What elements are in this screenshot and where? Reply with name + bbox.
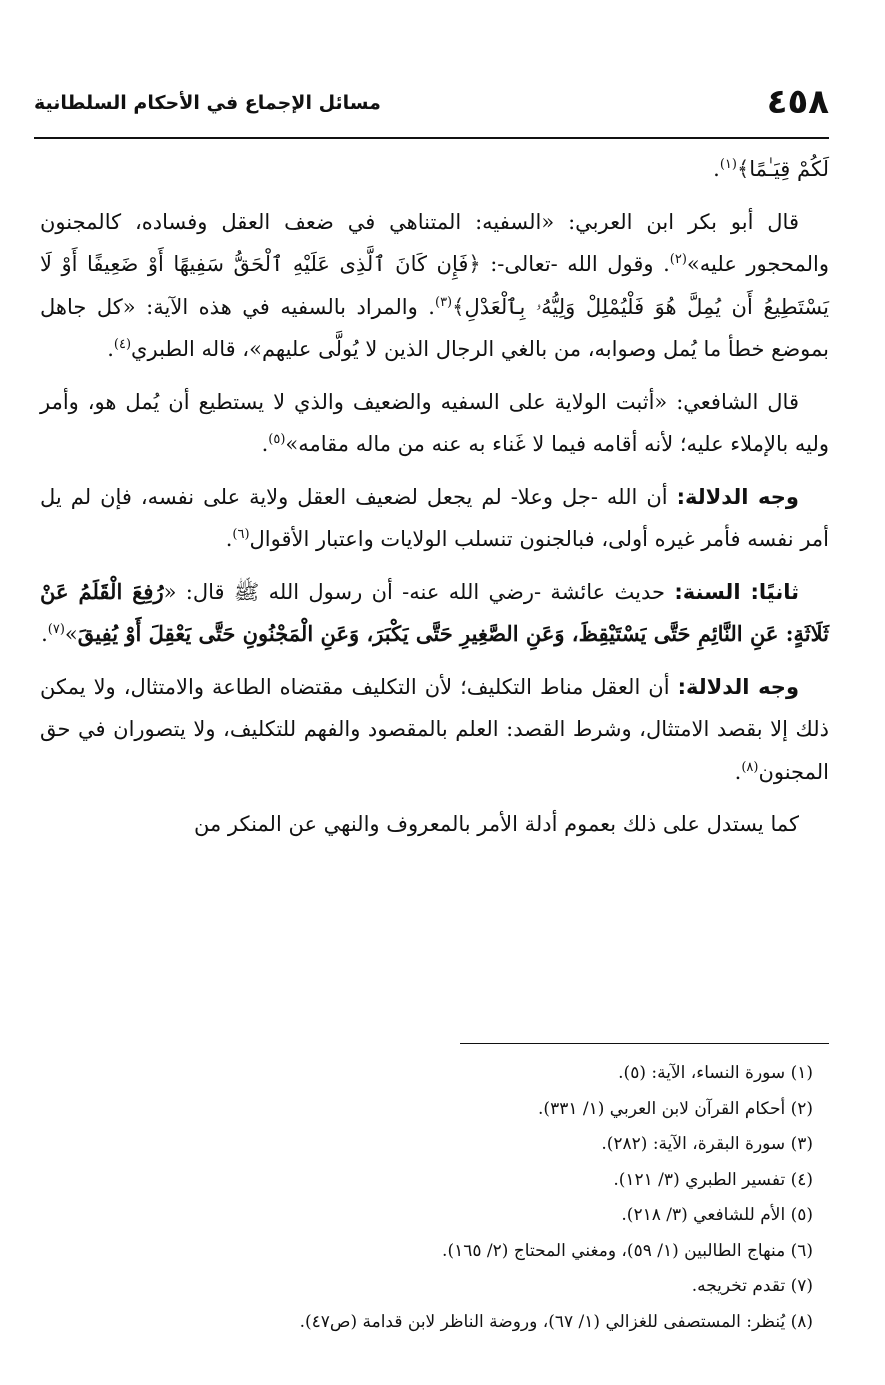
period: . [225, 527, 233, 551]
footnote-2: (٢) أحكام القرآن لابن العربي (١/ ٣٣١). [538, 1098, 813, 1119]
running-title: مسائل الإجماع في الأحكام السلطانية [34, 92, 381, 114]
paragraph-sunnah [40, 571, 829, 656]
quran-open-bracket: ﴿ [468, 252, 481, 276]
lead-heading: وجه الدلالة: [676, 484, 799, 509]
paragraph-text: . وقول الله -تعالى-: [480, 252, 670, 276]
period: . [734, 759, 742, 784]
footnote-ref-8: (٨) [741, 759, 759, 775]
footnote-ref-4: (٤) [113, 337, 132, 352]
lead-heading: ثانيًا: السنة: [674, 579, 800, 604]
paragraph-text: أن الله -جل وعلا- لم يجعل لضعيف العقل ولاية على نفسه، فإن لم يل أمر نفسه فأمر غيره أولى، فبالجنون تنسلب الولايات واعتبار الأقوال [40, 484, 829, 551]
period: . [713, 157, 720, 181]
footnote-ref-6: (٦) [232, 527, 250, 542]
footnote-ref-5: (٥) [268, 432, 286, 447]
lead-heading: وجه الدلالة: [677, 674, 799, 699]
paragraph-continued [40, 803, 829, 846]
period: . [41, 622, 48, 646]
footnote-6: (٦) منهاج الطالبين (١/ ٥٩)، ومغني المحتاج (٢/ ١٦٥). [442, 1240, 813, 1261]
paragraph-shafii [40, 381, 829, 466]
footnote-ref-2: (٢) [669, 252, 687, 267]
body-text [40, 148, 829, 856]
quran-close-bracket: ﴾ [452, 294, 465, 319]
paragraph-evidence-2 [40, 666, 829, 794]
paragraph-ibn-arabi [40, 201, 829, 371]
footnote-8: (٨) يُنظر: المستصفى للغزالي (١/ ٦٧)، وروضة الناظر لابن قدامة (ص٤٧). [299, 1311, 813, 1332]
footnote-ref-7: (٧) [47, 622, 65, 637]
quran-close-bracket: ﴾ [736, 157, 750, 181]
quote-close: » [64, 622, 78, 646]
period: . [107, 337, 114, 361]
footnote-1: (١) سورة النساء، الآية: (٥). [618, 1063, 813, 1083]
footnote-rule [460, 1043, 829, 1044]
footnote-ref-1: (١) [719, 157, 737, 172]
quran-verse-fragment: لَكُمْ قِيَـٰمًا [749, 157, 829, 181]
header-rule [34, 137, 829, 139]
footnotes [40, 1056, 813, 1340]
footnote-3: (٣) سورة البقرة، الآية: (٢٨٢). [601, 1134, 813, 1154]
paragraph-quran-end [40, 148, 829, 191]
paragraph-evidence-1 [40, 476, 829, 561]
paragraph-text: قال الشافعي: «أثبت الولاية على السفيه والضعيف والذي لا يستطيع أن يُمل هو، وأمر وليه بالإملاء عليه؛ لأنه أقامه فيما لا غَناء به عنه من ماله مقامه» [40, 389, 829, 456]
hadith-text: رُفِعَ الْقَلَمُ عَنْ ثَلَاثَةٍ: عَنِ النَّائِمِ حَتَّى يَسْتَيْقِظَ، وَعَنِ الصَّغِيرِ حَتَّى يَكْبَرَ، وَعَنِ الْمَجْنُونِ حَتَّى يَعْقِلَ أَوْ يُفِيقَ [40, 578, 829, 646]
paragraph-text: . والمراد بالسفيه في هذه الآية: «كل جاهل بموضع خطأ ما يُمل وصوابه، من بالغي الرجال الذين لا يُولَّى عليهم»، قاله الطبري [40, 294, 829, 361]
quran-verse: فَإِن كَانَ ٱلَّذِى عَلَيْهِ ٱلْحَقُّ سَفِيهًا أَوْ ضَعِيفًا أَوْ لَا يَسْتَطِيعُ أَن يُمِلَّ هُوَ فَلْيُمْلِلْ وَلِيُّهُۥ بِٱلْعَدْلِ [40, 252, 829, 319]
paragraph-text: أن العقل مناط التكليف؛ لأن التكليف مقتضاه الطاعة والامتثال، ولا يمكن ذلك إلا بقصد الامتثال، وشرط القصد: العلم بالمقصود والفهم للتكليف، ولا يتصوران في حق المجنون [40, 674, 829, 784]
page-header [34, 82, 829, 134]
paragraph-text: حديث عائشة -رضي الله عنه- أن رسول الله ﷺ قال: « [163, 579, 675, 604]
period: . [261, 432, 269, 456]
footnote-7: (٧) تقدم تخريجه. [691, 1276, 813, 1296]
paragraph-text: كما يستدل على ذلك بعموم أدلة الأمر بالمعروف والنهي عن المنكر من [193, 812, 799, 836]
page-number: ٤٥٨ [766, 82, 829, 122]
footnote-ref-3: (٣) [434, 294, 453, 310]
footnote-5: (٥) الأم للشافعي (٣/ ٢١٨). [621, 1205, 813, 1225]
paragraph-text: قال أبو بكر ابن العربي: «السفيه: المتناهي في ضعف العقل وفساده، كالمجنون والمحجور عليه» [40, 209, 829, 276]
footnote-4: (٤) تفسير الطبري (٣/ ١٢١). [613, 1169, 813, 1190]
